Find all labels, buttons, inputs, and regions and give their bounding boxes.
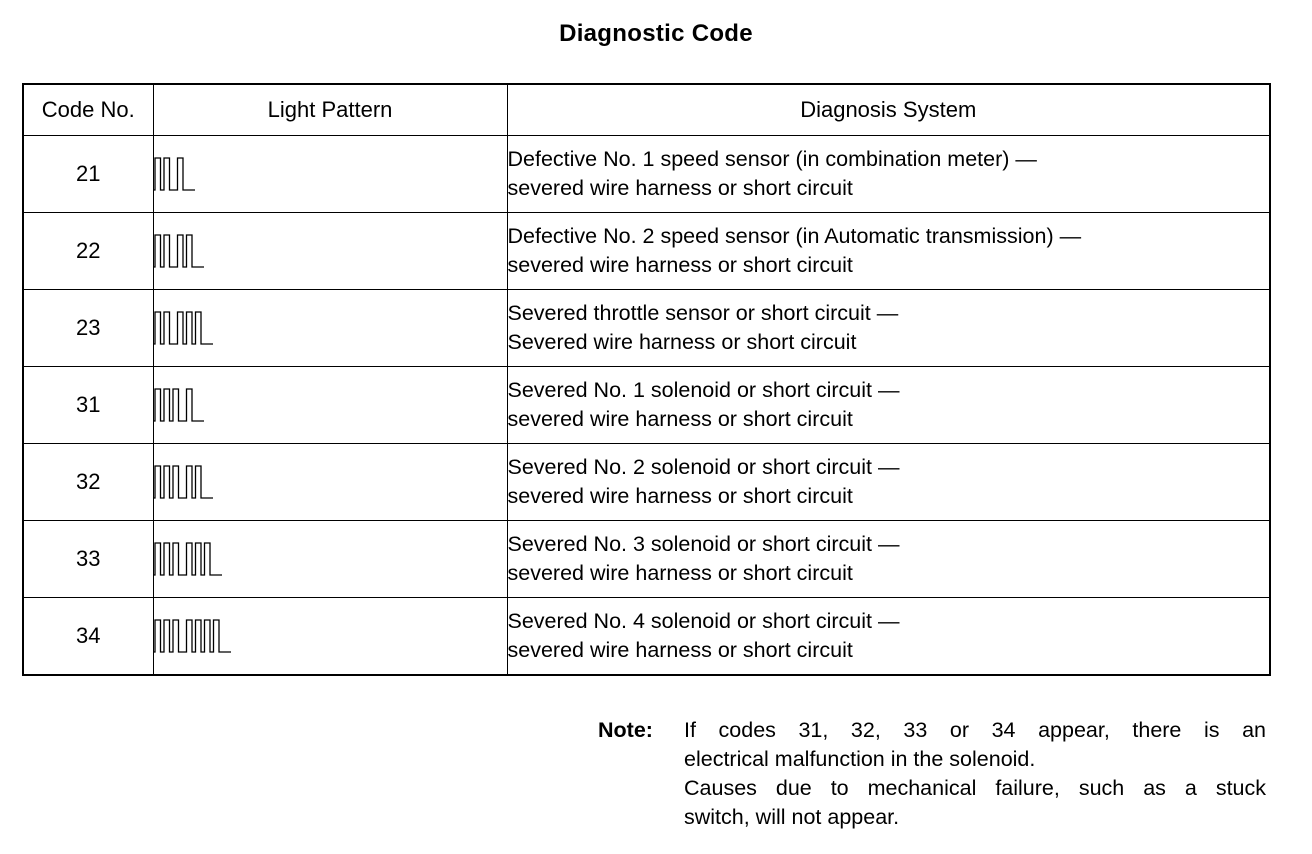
- note-label: Note:: [598, 718, 653, 742]
- diagnosis-line: Defective No. 2 speed sensor (in Automatic transmission) —: [507, 224, 1082, 248]
- note-line: electrical malfunction in the solenoid.: [684, 747, 1036, 771]
- diagnosis-line: severed wire harness or short circuit: [507, 407, 853, 431]
- table-header-row: [23, 84, 1270, 136]
- page-title: Diagnostic Code: [559, 20, 753, 47]
- note-line: switch, will not appear.: [684, 805, 900, 829]
- diagnosis-line: Severed No. 3 solenoid or short circuit —: [507, 532, 900, 556]
- diagnosis-cell: [507, 213, 1270, 290]
- code-number: 31: [23, 367, 153, 444]
- diagnosis-line: Severed wire harness or short circuit: [507, 330, 857, 354]
- diagnosis-line: Severed throttle sensor or short circuit —: [507, 301, 899, 325]
- light-pattern-cell: [153, 290, 507, 367]
- table-row: [23, 521, 1270, 598]
- note-line: Causes due to mechanical failure, such as a stuck: [684, 776, 1266, 800]
- pulse-pattern-icon: [154, 618, 233, 654]
- diagnosis-line: severed wire harness or short circuit: [507, 484, 853, 508]
- light-pattern-cell: [153, 213, 507, 290]
- header-code-no: Code No.: [23, 84, 153, 136]
- pulse-pattern-icon: [154, 233, 206, 269]
- table-row: [23, 290, 1270, 367]
- code-number: 23: [23, 290, 153, 367]
- header-light-pattern: Light Pattern: [153, 84, 507, 136]
- diagnosis-line: Severed No. 1 solenoid or short circuit —: [507, 378, 900, 402]
- code-number: 32: [23, 444, 153, 521]
- pulse-pattern-icon: [154, 541, 224, 577]
- code-number: 22: [23, 213, 153, 290]
- diagnosis-line: Severed No. 2 solenoid or short circuit —: [507, 455, 900, 479]
- diagnosis-cell: [507, 598, 1270, 676]
- light-pattern-cell: [153, 598, 507, 676]
- table-row: [23, 598, 1270, 676]
- diagnosis-line: Defective No. 1 speed sensor (in combination meter) —: [507, 147, 1037, 171]
- pulse-pattern-icon: [154, 310, 215, 346]
- code-number: 33: [23, 521, 153, 598]
- table-row: [23, 444, 1270, 521]
- diagnosis-cell: [507, 367, 1270, 444]
- note-line: If codes 31, 32, 33 or 34 appear, there is an: [684, 718, 1266, 742]
- diagnosis-line: severed wire harness or short circuit: [507, 176, 853, 200]
- table-row: [23, 213, 1270, 290]
- diagnosis-line: severed wire harness or short circuit: [507, 253, 853, 277]
- note-body: [684, 716, 1266, 832]
- note-block: [598, 716, 1266, 832]
- light-pattern-cell: [153, 444, 507, 521]
- pulse-pattern-icon: [154, 156, 197, 192]
- light-pattern-cell: [153, 136, 507, 213]
- code-number: 34: [23, 598, 153, 676]
- pulse-pattern-icon: [154, 387, 206, 423]
- diagnosis-line: severed wire harness or short circuit: [507, 561, 853, 585]
- diagnosis-cell: [507, 290, 1270, 367]
- table-row: [23, 136, 1270, 213]
- light-pattern-cell: [153, 367, 507, 444]
- table-row: [23, 367, 1270, 444]
- pulse-pattern-icon: [154, 464, 215, 500]
- diagnosis-cell: [507, 136, 1270, 213]
- light-pattern-cell: [153, 521, 507, 598]
- diagnosis-cell: [507, 521, 1270, 598]
- code-number: 21: [23, 136, 153, 213]
- diagnosis-cell: [507, 444, 1270, 521]
- diagnosis-line: Severed No. 4 solenoid or short circuit —: [507, 609, 900, 633]
- header-diagnosis-system: Diagnosis System: [507, 84, 1270, 136]
- diagnosis-line: severed wire harness or short circuit: [507, 638, 853, 662]
- diagnostic-code-table: [22, 83, 1271, 676]
